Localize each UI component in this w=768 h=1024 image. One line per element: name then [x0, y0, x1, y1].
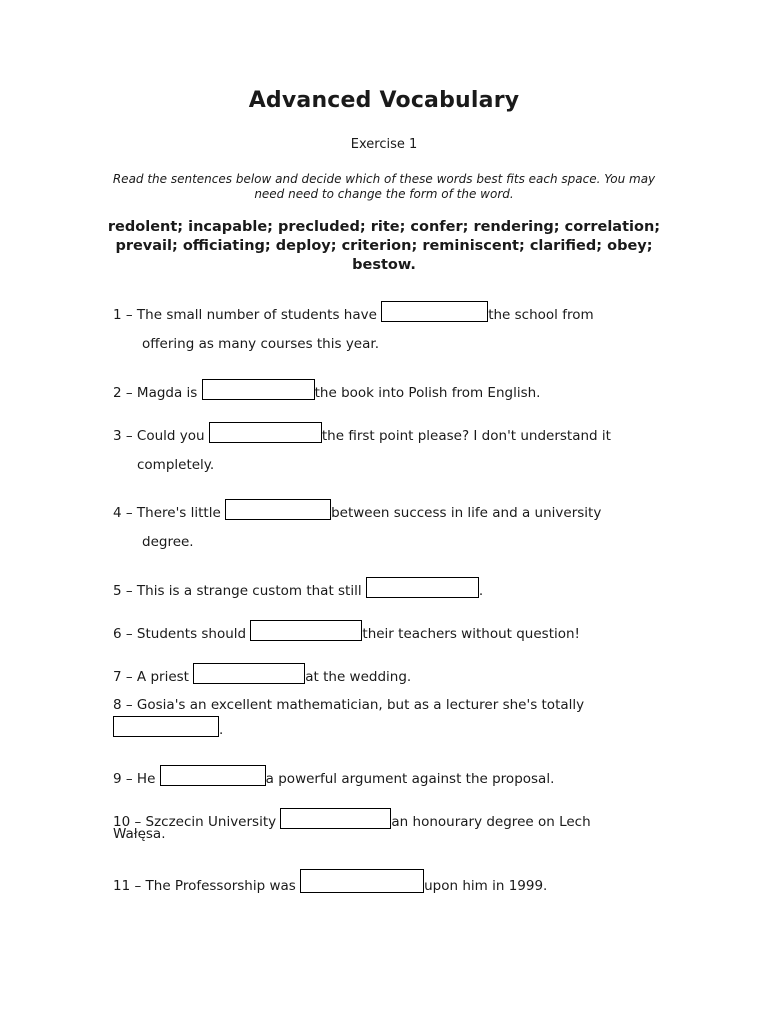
- question-text-before: 3 – Could you: [113, 428, 209, 444]
- question-text-before: 8 – Gosia's an excellent mathematician, but as a lecturer she's totally: [113, 697, 585, 713]
- question-4-continuation: degree.: [142, 534, 194, 550]
- question-text-before: 6 – Students should: [113, 626, 251, 642]
- question-text-before: 5 – This is a strange custom that still: [113, 583, 366, 599]
- question-3: [113, 422, 611, 444]
- question-text-after: the first point please? I don't understand it: [321, 428, 611, 444]
- question-6: [113, 620, 580, 642]
- question-8-line-2: [113, 716, 223, 738]
- answer-blank-10[interactable]: [280, 808, 391, 829]
- question-4: [113, 499, 601, 521]
- question-8: [113, 697, 584, 713]
- question-10: [113, 808, 591, 830]
- question-text-after: between success in life and a university: [331, 505, 602, 521]
- question-text-before: 2 – Magda is: [113, 385, 202, 401]
- question-5: [113, 577, 483, 599]
- answer-blank-6[interactable]: [250, 620, 362, 641]
- answer-blank-5[interactable]: [366, 577, 479, 598]
- worksheet-title: Advanced Vocabulary: [248, 88, 520, 113]
- question-11: [113, 869, 547, 894]
- word-bank: redolent; incapable; precluded; rite; confer; rendering; correlation; prevail; officiating; deploy; criterion; reminiscent; clarified; obey; bestow.: [107, 219, 661, 273]
- answer-blank-11[interactable]: [300, 869, 424, 893]
- question-10-continuation: Wałęsa.: [113, 826, 166, 842]
- answer-blank-4[interactable]: [225, 499, 331, 520]
- question-7: [113, 663, 411, 685]
- question-text-after: an honourary degree on Lech: [391, 814, 591, 830]
- answer-blank-2[interactable]: [202, 379, 315, 400]
- question-text-before: 7 – A priest: [113, 669, 194, 685]
- question-text-before: 11 – The Professorship was: [113, 878, 301, 894]
- exercise-subtitle: Exercise 1: [350, 137, 418, 152]
- question-1-continuation: offering as many courses this year.: [142, 336, 379, 352]
- question-text-after: the school from: [488, 307, 594, 323]
- answer-blank-3[interactable]: [209, 422, 322, 443]
- question-text-after: their teachers without question!: [362, 626, 580, 642]
- question-text-after: the book into Polish from English.: [314, 385, 541, 401]
- question-text-after: upon him in 1999.: [424, 878, 548, 894]
- answer-blank-1[interactable]: [381, 301, 488, 322]
- question-text-after: .: [219, 722, 224, 738]
- question-9: [113, 765, 554, 787]
- question-text-before: 4 – There's little: [113, 505, 226, 521]
- question-text-after: .: [478, 583, 484, 599]
- question-text-before: 1 – The small number of students have: [113, 307, 382, 323]
- instructions-text: Read the sentences below and decide which of these words best fits each space. You may need need to change the form of the word.: [112, 172, 656, 201]
- answer-blank-9[interactable]: [160, 765, 266, 786]
- question-text-after: a powerful argument against the proposal.: [265, 771, 555, 787]
- question-3-continuation: completely.: [137, 457, 215, 473]
- answer-blank-7[interactable]: [193, 663, 305, 684]
- question-text-before: 9 – He: [113, 771, 160, 787]
- question-2: [113, 379, 540, 401]
- question-1: [113, 301, 594, 323]
- answer-blank-8[interactable]: [113, 716, 219, 737]
- question-text-before: 10 – Szczecin University: [113, 814, 281, 830]
- question-text-after: at the wedding.: [305, 669, 412, 685]
